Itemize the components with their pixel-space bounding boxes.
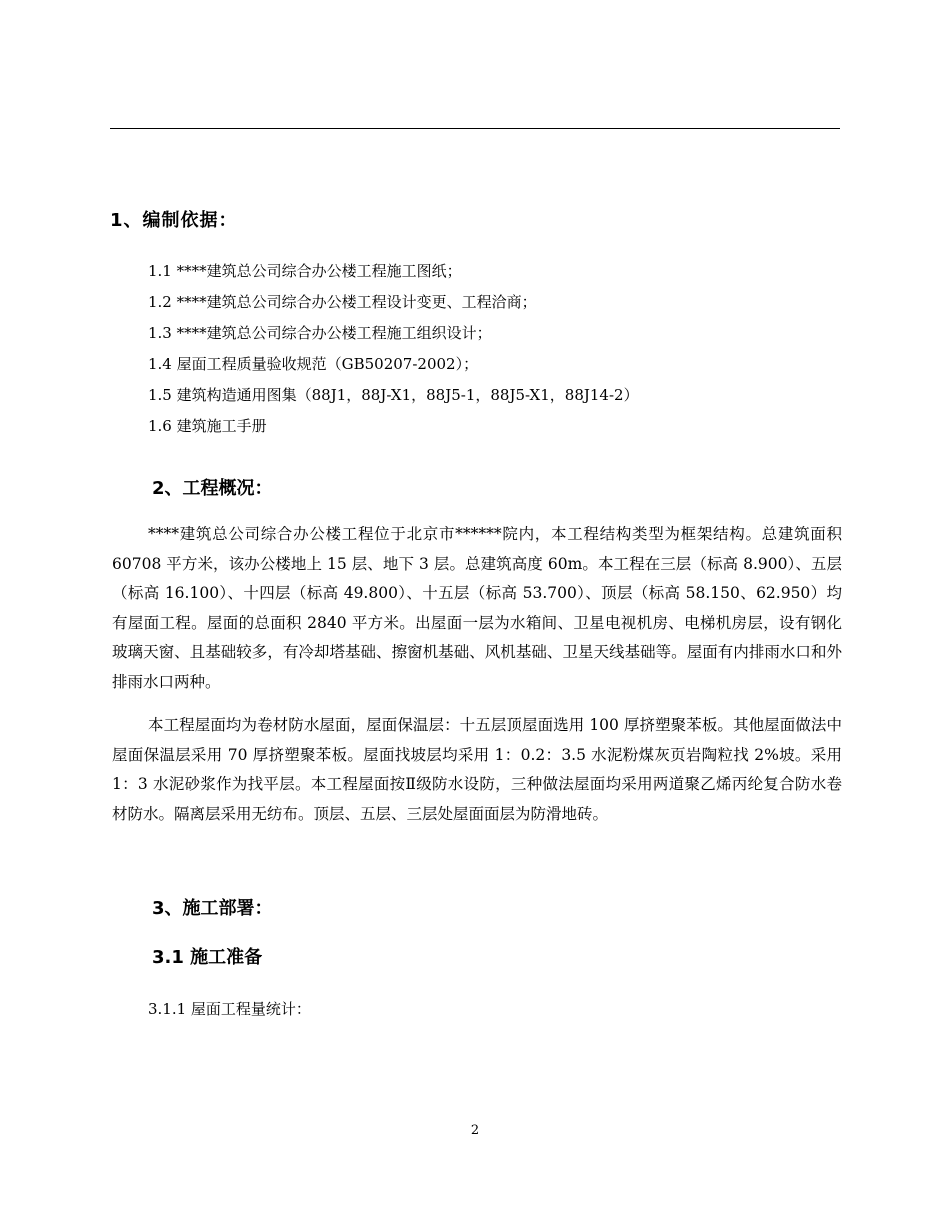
list-item: 1.2 ****建筑总公司综合办公楼工程设计变更、工程洽商； xyxy=(148,293,537,311)
section-1-heading: 1、编制依据： xyxy=(110,210,238,231)
list-item: 1.4 屋面工程质量验收规范（GB50207-2002）； xyxy=(148,355,479,373)
section-3-heading: 3、施工部署： xyxy=(152,898,273,919)
header-rule xyxy=(110,128,840,129)
list-item: 1.3 ****建筑总公司综合办公楼工程施工组织设计； xyxy=(148,324,492,342)
page-number: 2 xyxy=(470,1123,480,1138)
list-item: 1.1 ****建筑总公司综合办公楼工程施工图纸； xyxy=(148,262,462,280)
section-2-heading: 2、工程概况： xyxy=(152,478,273,499)
list-item: 1.5 建筑构造通用图集（88J1，88J-X1，88J5-1，88J5-X1，88J14-2） xyxy=(148,386,639,404)
section-3-1-heading: 3.1 施工准备 xyxy=(152,947,263,968)
list-item: 1.6 建筑施工手册 xyxy=(148,417,267,435)
overview-paragraph-1: ****建筑总公司综合办公楼工程位于北京市******院内，本工程结构类型为框架结构。总建筑面积 60708 平方米，该办公楼地上 15 层、地下 3 层。总建筑高度 60m。本工程在三层（标高 8.900）、五层（标高 16.100）、十四层（标高 49.800）、十五层（标高 53.700）、顶层（标高 58.150、62.950）均有屋面工程。屋面的总面积 2840 平方米。出屋面一层为水箱间、卫星电视机房、电梯机房层，设有钢化玻璃天窗、且基础较多，有冷却塔基础、擦窗机基础、风机基础、卫星天线基础等。屋面有内排雨水口和外排雨水口两种。 xyxy=(112,525,842,691)
overview-paragraph-2: 本工程屋面均为卷材防水屋面，屋面保温层：十五层顶屋面选用 100 厚挤塑聚苯板。其他屋面做法中屋面保温层采用 70 厚挤塑聚苯板。屋面找坡层均采用 1：0.2：3.5 水泥粉煤灰页岩陶粒找 2%坡。采用 1：3 水泥砂浆作为找平层。本工程屋面按Ⅱ级防水设防，三种做法屋面均采用两道聚乙烯丙纶复合防水卷材防水。隔离层采用无纺布。顶层、五层、三层处屋面面层为防滑地砖。 xyxy=(112,716,842,823)
list-item: 3.1.1 屋面工程量统计： xyxy=(148,1000,311,1018)
